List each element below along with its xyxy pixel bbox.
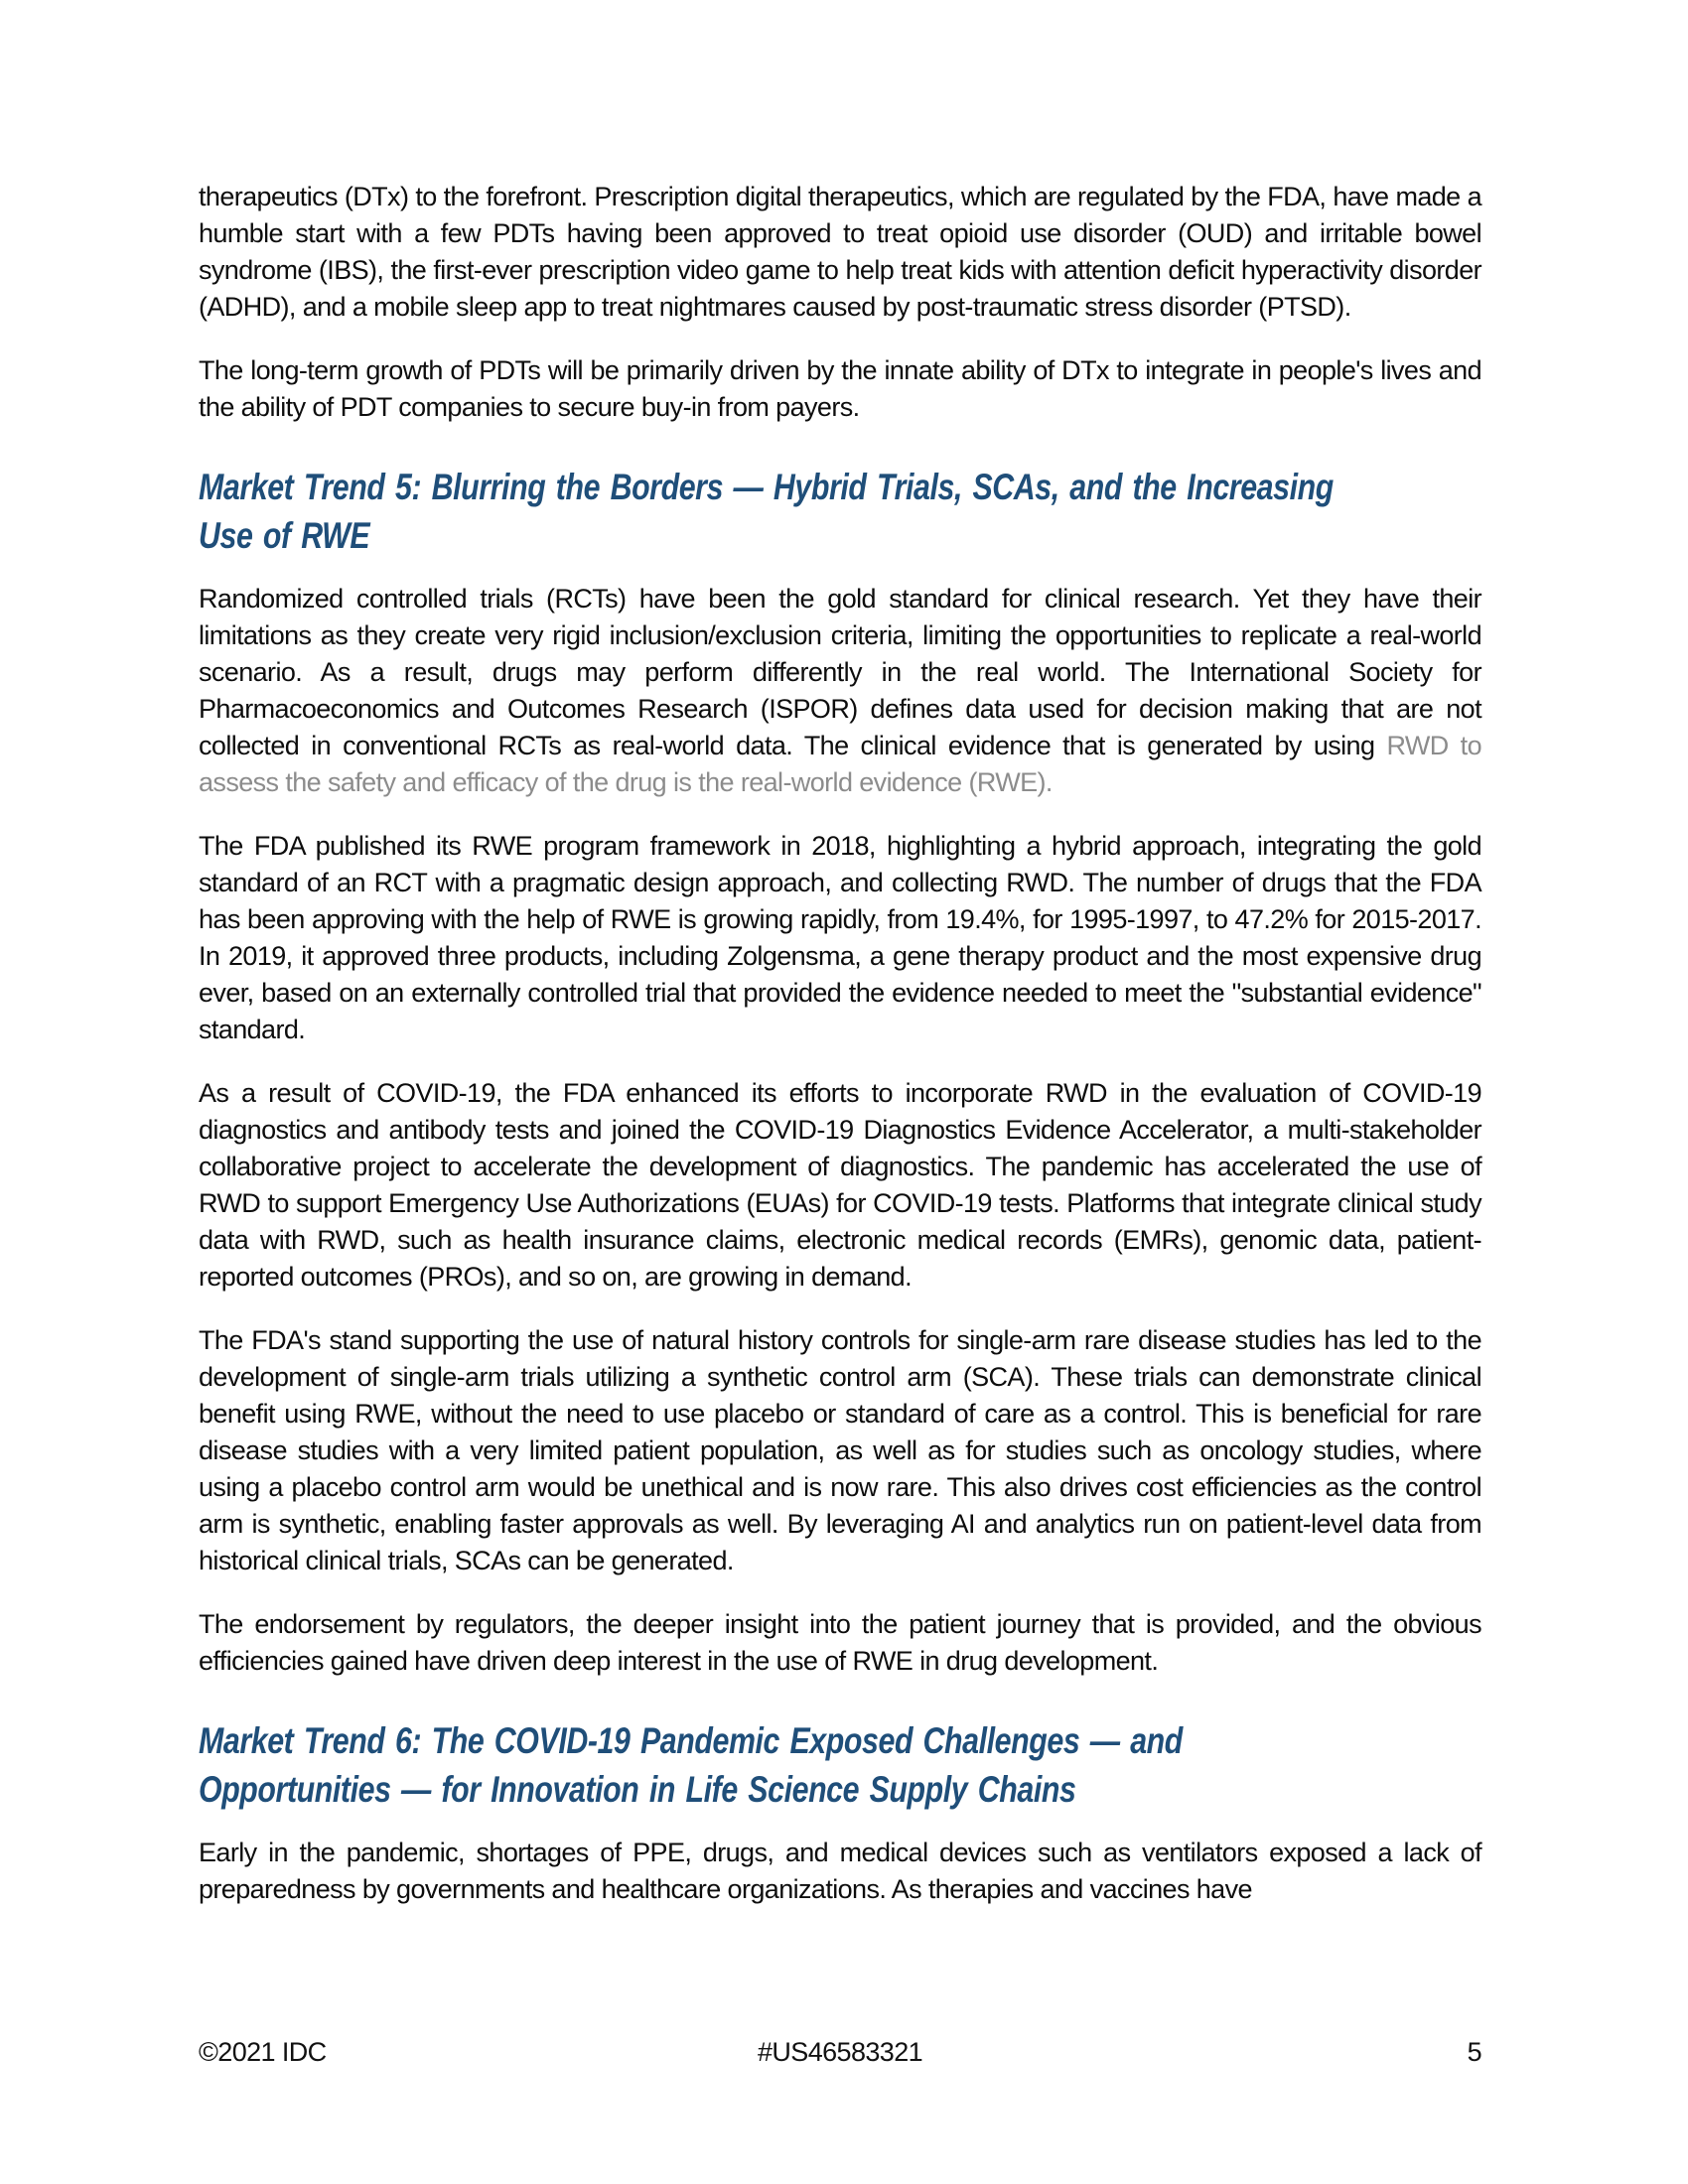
body-paragraph-rct xyxy=(199,581,1481,801)
body-paragraph-covid-rwd: As a result of COVID-19, the FDA enhanced its efforts to incorporate RWD in the evaluation of COVID-19 diagnostics and antibody tests and joined the COVID-19 Diagnostics Evidence Accelerator, a multi-stakeholder collaborative project to accelerate the development of diagnostics. The pandemic has accelerated the use of RWD to support Emergency Use Authorizations (EUAs) for COVID-19 tests. Platforms that integrate clinical study data with RWD, such as health insurance claims, electronic medical records (EMRs), genomic data, patient-reported outcomes (PROs), and so on, are growing in demand. xyxy=(199,1078,1481,1292)
heading-line: Market Trend 5: Blurring the Borders — Hybrid Trials, SCAs, and the Increasing xyxy=(199,467,1334,507)
heading-line: Opportunities — for Innovation in Life Science Supply Chains xyxy=(199,1769,1076,1810)
section-heading-market-trend-6 xyxy=(199,1716,1481,1814)
footer-doc-number: #US46583321 xyxy=(757,2037,923,2067)
paragraph-text: Randomized controlled trials (RCTs) have been the gold standard for clinical research. Yet they have their limitations as they create very rigid inclusion/exclusion criteria, limiting the opportunities to replicate a real-world scenario. As a result, drugs may perform differently in the real world. The International Society for Pharmacoeconomics and Outcomes Research (ISPOR) defines data used for decision making that are not collected in conventional RCTs as real-world data. The clinical evidence that is generated by using xyxy=(199,584,1481,760)
page-content xyxy=(199,179,1481,1935)
paragraph-text-muted: RWD to assess the safety and efficacy of the drug is the real-world evidence (RWE). xyxy=(199,731,1482,797)
footer-copyright: ©2021 IDC xyxy=(199,2037,327,2067)
section-heading-market-trend-5 xyxy=(199,463,1481,560)
heading-line: Market Trend 6: The COVID-19 Pandemic Exposed Challenges — and xyxy=(199,1720,1183,1761)
body-paragraph-supply-chain: Early in the pandemic, shortages of PPE, drugs, and medical devices such as ventilators exposed a lack of preparedness by governments and healthcare organizations. As therapies and vaccines have xyxy=(199,1838,1481,1904)
body-paragraph-dtx: therapeutics (DTx) to the forefront. Prescription digital therapeutics, which are regulated by the FDA, have made a humble start with a few PDTs having been approved to treat opioid use disorder (OUD) and irritable bowel syndrome (IBS), the first-ever prescription video game to help treat kids with attention deficit hyperactivity disorder (ADHD), and a mobile sleep app to treat nightmares caused by post-traumatic stress disorder (PTSD). xyxy=(199,182,1481,322)
body-paragraph-endorsement: The endorsement by regulators, the deeper insight into the patient journey that is provided, and the obvious efficiencies gained have driven deep interest in the use of RWE in drug development. xyxy=(199,1609,1481,1676)
body-paragraph-sca: The FDA's stand supporting the use of natural history controls for single-arm rare disease studies has led to the development of single-arm trials utilizing a synthetic control arm (SCA). These trials can demonstrate clinical benefit using RWE, without the need to use placebo or standard of care as a control. This is beneficial for rare disease studies with a very limited patient population, as well as for studies such as oncology studies, where using a placebo control arm would be unethical and is now rare. This also drives cost efficiencies as the control arm is synthetic, enabling faster approvals as well. By leveraging AI and analytics run on patient-level data from historical clinical trials, SCAs can be generated. xyxy=(199,1325,1481,1575)
footer-page-number: 5 xyxy=(1467,2037,1481,2067)
heading-line: Use of RWE xyxy=(199,515,370,556)
body-paragraph-pdt-growth: The long-term growth of PDTs will be primarily driven by the innate ability of DTx to integrate in people's lives and the ability of PDT companies to secure buy-in from payers. xyxy=(199,355,1481,422)
body-paragraph-rwe-framework: The FDA published its RWE program framework in 2018, highlighting a hybrid approach, integrating the gold standard of an RCT with a pragmatic design approach, and collecting RWD. The number of drugs that the FDA has been approving with the help of RWE is growing rapidly, from 19.4%, for 1995-1997, to 47.2% for 2015-2017. In 2019, it approved three products, including Zolgensma, a gene therapy product and the most expensive drug ever, based on an externally controlled trial that provided the evidence needed to meet the "substantial evidence" standard. xyxy=(199,831,1481,1044)
